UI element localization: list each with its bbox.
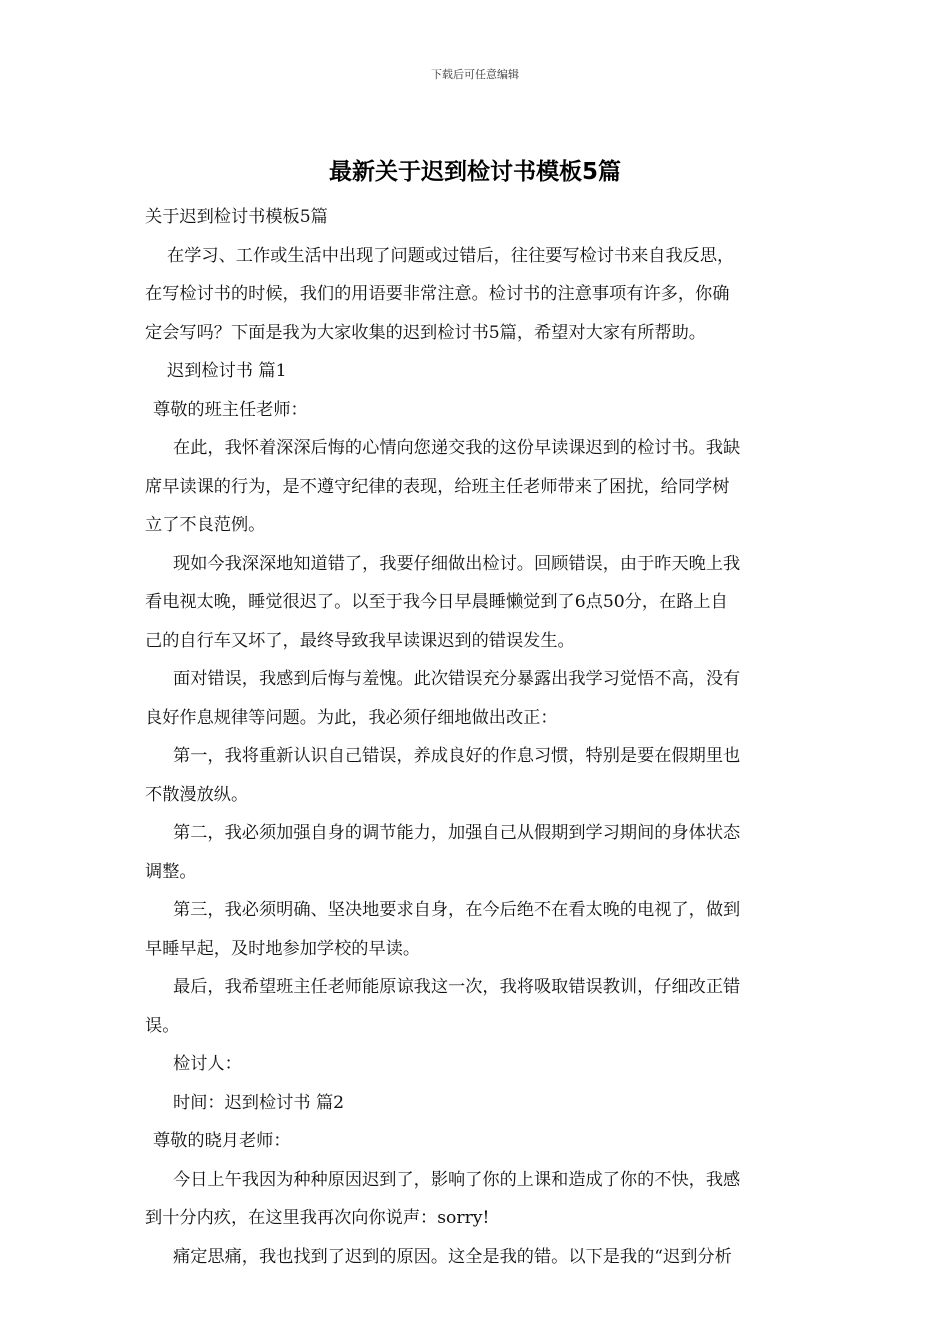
header-note: 下载后可任意编辑 (431, 68, 519, 81)
body-line: 最后，我希望班主任老师能原谅我这一次，我将吸取错误教训，仔细改正错 (173, 977, 741, 997)
body-line: 面对错误，我感到后悔与羞愧。此次错误充分暴露出我学习觉悟不高，没有 (173, 669, 741, 689)
body-line: 时间：迟到检讨书 篇2 (173, 1092, 345, 1113)
body-line: 尊敬的班主任老师： (153, 399, 308, 420)
body-line: 今日上午我因为种种原因迟到了，影响了你的上课和造成了你的不快，我感 (173, 1169, 741, 1190)
body-line: 看电视太晚，睡觉很迟了。以至于我今日早晨睡懒觉到了6点50分，在路上自 (145, 592, 728, 612)
body-line: 立了不良范例。 (145, 515, 266, 535)
body-line: 席早读课的行为，是不遵守纪律的表现，给班主任老师带来了困扰，给同学树 (145, 476, 730, 497)
body-line: 调整。 (145, 861, 197, 882)
body-line: 己的自行车又坏了，最终导致我早读课迟到的错误发生。 (145, 630, 575, 651)
body-line: 第一，我将重新认识自己错误，养成良好的作息习惯，特别是要在假期里也 (173, 746, 741, 766)
body-line: 尊敬的晓月老师： (153, 1131, 291, 1151)
body-line: 痛定思痛，我也找到了迟到的原因。这全是我的错。以下是我的“迟到分析 (173, 1246, 732, 1267)
body-line: 迟到检讨书 篇1 (167, 361, 287, 381)
body-line: 现如今我深深地知道错了，我要仔细做出检讨。回顾错误，由于昨天晚上我 (173, 553, 741, 574)
body-line: 早睡早起，及时地参加学校的早读。 (145, 938, 421, 959)
body-line: 在写检讨书的时候，我们的用语要非常注意。检讨书的注意事项有许多，你确 (145, 284, 730, 304)
document-title: 最新关于迟到检讨书模板5篇 (328, 159, 621, 185)
document-body (145, 198, 808, 1276)
body-line: 在学习、工作或生活中出现了问题或过错后，往往要写检讨书来自我反思， (167, 245, 735, 266)
body-line: 第二，我必须加强自身的调节能力，加强自己从假期到学习期间的身体状态 (173, 823, 741, 843)
body-line: 在此，我怀着深深后悔的心情向您递交我的这份早读课迟到的检讨书。我缺 (173, 438, 741, 458)
body-line: 良好作息规律等问题。为此，我必须仔细地做出改正： (145, 707, 558, 728)
body-line: 到十分内疚，在这里我再次向你说声：sorry! (145, 1208, 490, 1228)
body-line: 不散漫放纵。 (145, 784, 249, 805)
body-line: 第三，我必须明确、坚决地要求自身，在今后绝不在看太晚的电视了，做到 (173, 900, 741, 920)
body-line: 检讨人： (173, 1054, 242, 1074)
body-line: 误。 (145, 1015, 180, 1036)
body-line: 定会写吗？下面是我为大家收集的迟到检讨书5篇，希望对大家有所帮助。 (145, 322, 706, 343)
body-line: 关于迟到检讨书模板5篇 (145, 207, 328, 227)
